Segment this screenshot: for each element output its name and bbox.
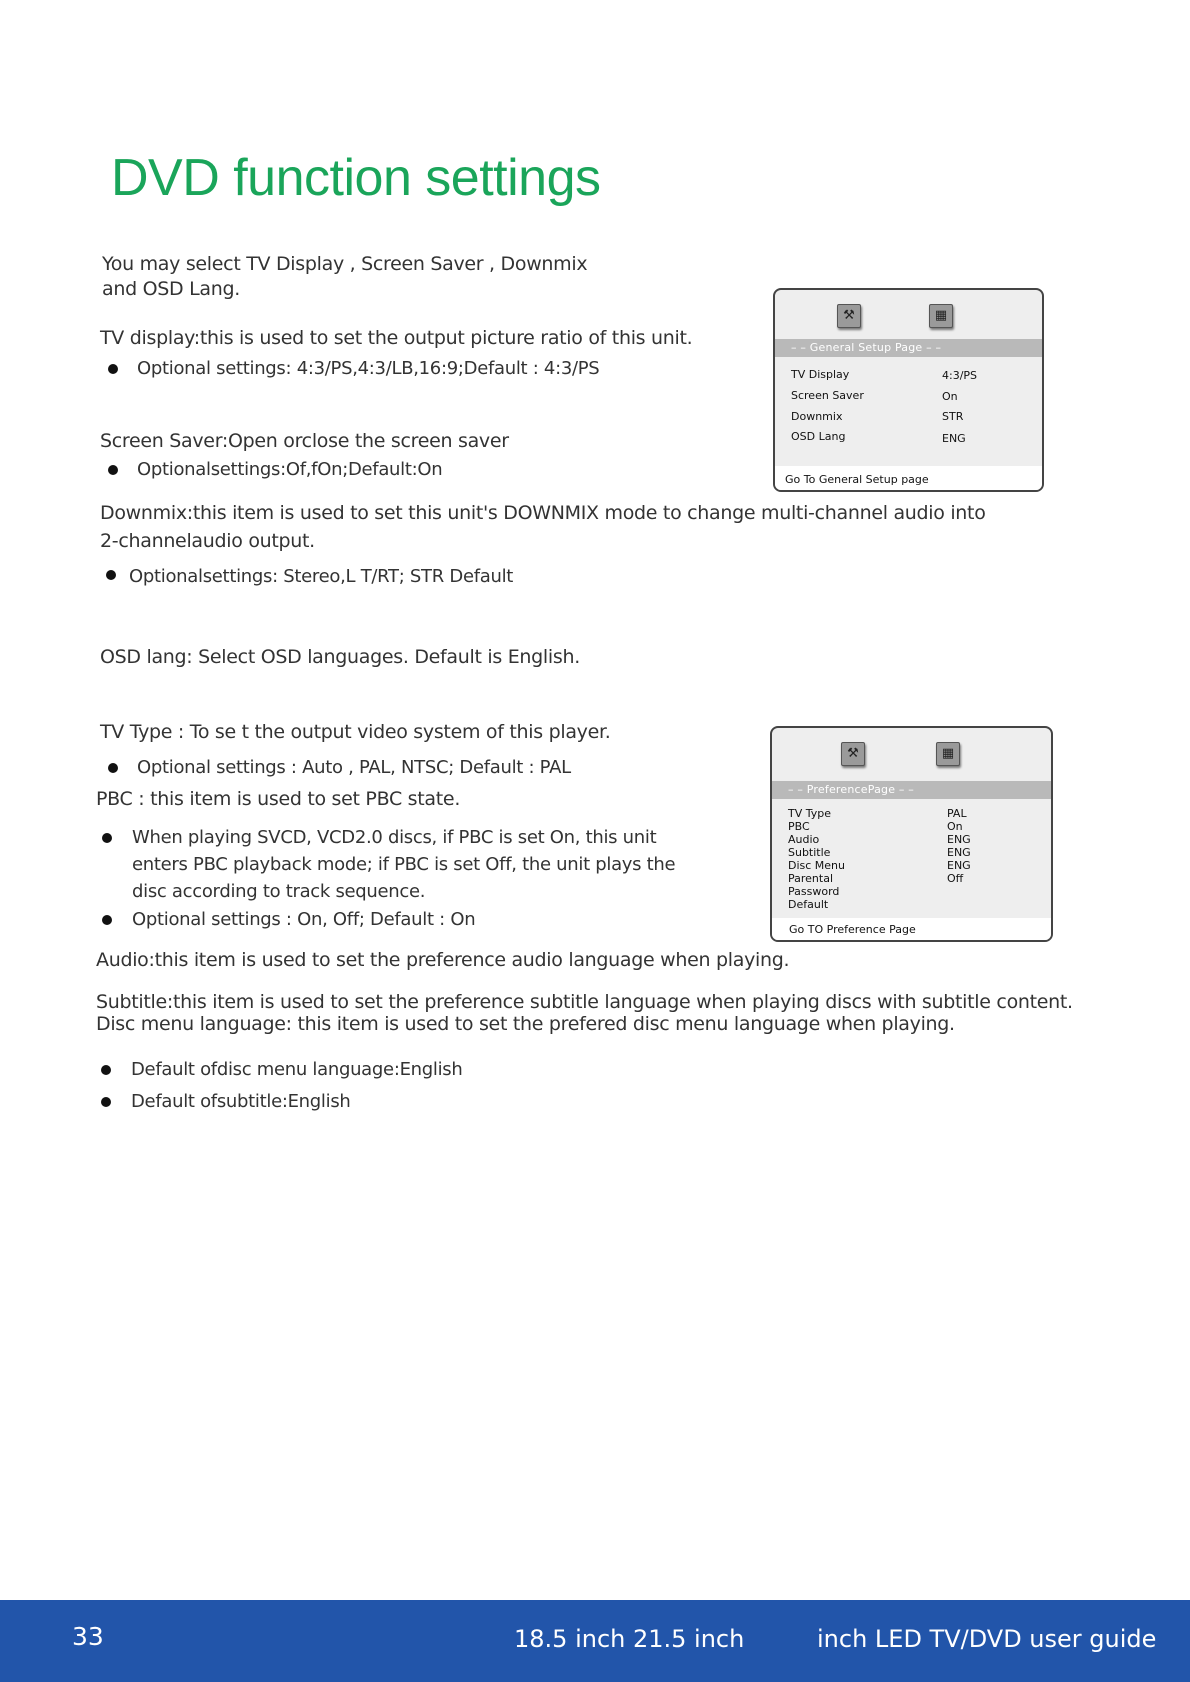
intro-line-2: and OSD Lang.: [102, 278, 240, 300]
row-label-parental[interactable]: Parental: [788, 872, 834, 885]
pbc-bullet-line-1: When playing SVCD, VCD2.0 discs, if PBC is set On, this unit: [132, 827, 657, 848]
osd-lang-desc: OSD lang: Select OSD languages. Default is English.: [100, 646, 580, 668]
disc-menu-desc: Disc menu language: this item is used to set the prefered disc menu language when playing.: [96, 1013, 955, 1035]
row-value-pbc: On: [947, 820, 963, 833]
tv-display-desc: TV display:this is used to set the output picture ratio of this unit.: [100, 327, 693, 349]
tv-type-options: Optional settings : Auto , PAL, NTSC; Default : PAL: [137, 757, 571, 778]
pbc-bullet-line-3: disc according to track sequence.: [132, 881, 426, 902]
row-value-osd-lang: ENG: [942, 432, 966, 445]
screen-saver-desc: Screen Saver:Open orclose the screen saver: [100, 430, 509, 452]
pbc-desc: PBC : this item is used to set PBC state.: [96, 788, 461, 810]
picture-icon: ▦: [936, 742, 960, 766]
bullet-icon: [108, 763, 118, 773]
audio-desc: Audio:this item is used to set the preference audio language when playing.: [96, 949, 790, 971]
intro-line-1: You may select TV Display , Screen Saver , Downmix: [102, 253, 588, 275]
bullet-icon: [101, 1065, 111, 1075]
row-label-osd-lang[interactable]: OSD Lang: [791, 430, 846, 443]
row-value-subtitle: ENG: [947, 846, 971, 859]
row-label-audio[interactable]: Audio: [788, 833, 820, 846]
row-value-tv-type: PAL: [947, 807, 967, 820]
footer-guide-title: inch LED TV/DVD user guide: [817, 1625, 1157, 1653]
bullet-icon: [106, 570, 116, 580]
row-label-screen-saver[interactable]: Screen Saver: [791, 389, 864, 402]
bullet-icon: [101, 1097, 111, 1107]
row-value-screen-saver: On: [942, 390, 958, 403]
general-setup-footer[interactable]: Go To General Setup page: [775, 466, 1042, 490]
pbc-bullet-line-2: enters PBC playback mode; if PBC is set Off, the unit plays the: [132, 854, 676, 875]
picture-icon: ▦: [929, 304, 953, 328]
pbc-options: Optional settings : On, Off; Default : On: [132, 909, 476, 930]
tv-display-options: Optional settings: 4:3/PS,4:3/LB,16:9;Default : 4:3/PS: [137, 358, 600, 379]
row-value-audio: ENG: [947, 833, 971, 846]
row-label-pbc[interactable]: PBC: [788, 820, 810, 833]
wrench-icon: ⚒: [841, 742, 865, 766]
bullet-icon: [108, 465, 118, 475]
tv-type-desc: TV Type : To se t the output video system of this player.: [100, 721, 611, 743]
downmix-desc-1: Downmix:this item is used to set this unit's DOWNMIX mode to change multi-channel audio into: [100, 502, 986, 524]
preference-footer[interactable]: Go TO Preference Page: [772, 918, 1051, 940]
default-subtitle: Default ofsubtitle:English: [131, 1091, 351, 1112]
wrench-icon: ⚒: [837, 304, 861, 328]
footer-sizes: 18.5 inch 21.5 inch: [514, 1625, 745, 1653]
row-value-disc-menu: ENG: [947, 859, 971, 872]
row-value-parental: Off: [947, 872, 964, 885]
row-label-tv-display[interactable]: TV Display: [791, 368, 850, 381]
row-label-subtitle[interactable]: Subtitle: [788, 846, 831, 859]
screen-saver-options: Optionalsettings:Of,fOn;Default:On: [137, 459, 443, 480]
bullet-icon: [108, 364, 118, 374]
row-value-tv-display: 4:3/PS: [942, 369, 978, 382]
general-setup-header: – – General Setup Page – –: [775, 339, 1042, 357]
row-label-downmix[interactable]: Downmix: [791, 410, 843, 423]
general-setup-panel: [773, 288, 1044, 492]
row-label-password[interactable]: Password: [788, 885, 840, 898]
page-footer: [0, 1600, 1190, 1682]
preference-header: – – PreferencePage – –: [772, 781, 1051, 799]
bullet-icon: [102, 915, 112, 925]
default-disc-menu: Default ofdisc menu language:English: [131, 1059, 463, 1080]
preference-panel: [770, 726, 1053, 942]
row-value-downmix: STR: [942, 410, 964, 423]
row-label-disc-menu[interactable]: Disc Menu: [788, 859, 846, 872]
subtitle-desc: Subtitle:this item is used to set the preference subtitle language when playing discs with subtitle content.: [96, 991, 1073, 1013]
page-title: DVD function settings: [111, 149, 601, 207]
downmix-desc-2: 2-channelaudio output.: [100, 530, 315, 552]
row-label-default[interactable]: Default: [788, 898, 829, 911]
downmix-options: Optionalsettings: Stereo,L T/RT; STR Default: [129, 566, 514, 587]
page-number: 33: [72, 1622, 104, 1651]
bullet-icon: [102, 833, 112, 843]
row-label-tv-type[interactable]: TV Type: [788, 807, 832, 820]
